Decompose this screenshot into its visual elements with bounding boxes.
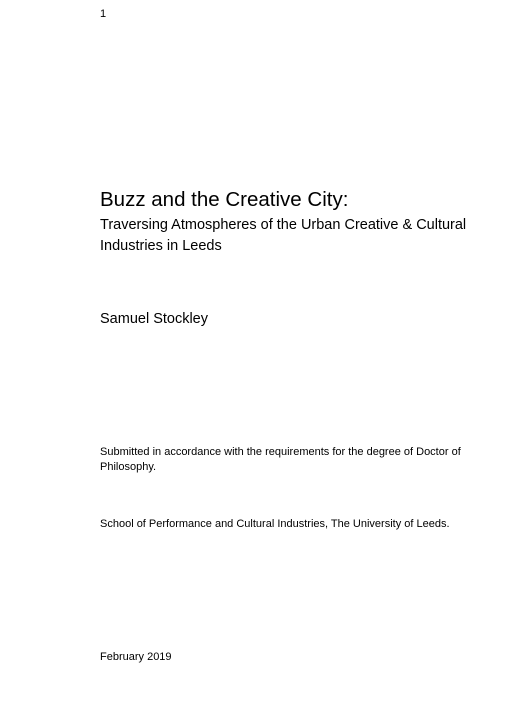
submission-date: February 2019 — [100, 651, 172, 663]
thesis-title: Buzz and the Creative City: — [100, 188, 349, 211]
thesis-subtitle: Traversing Atmospheres of the Urban Creative & Cultural Industries in Leeds — [100, 217, 467, 254]
submission-statement: Submitted in accordance with the requirements for the degree of Doctor of Philosophy. — [100, 446, 461, 473]
page-number: 1 — [100, 8, 107, 20]
school-affiliation: School of Performance and Cultural Industries, The University of Leeds. — [100, 518, 450, 530]
author-name: Samuel Stockley — [100, 311, 208, 327]
